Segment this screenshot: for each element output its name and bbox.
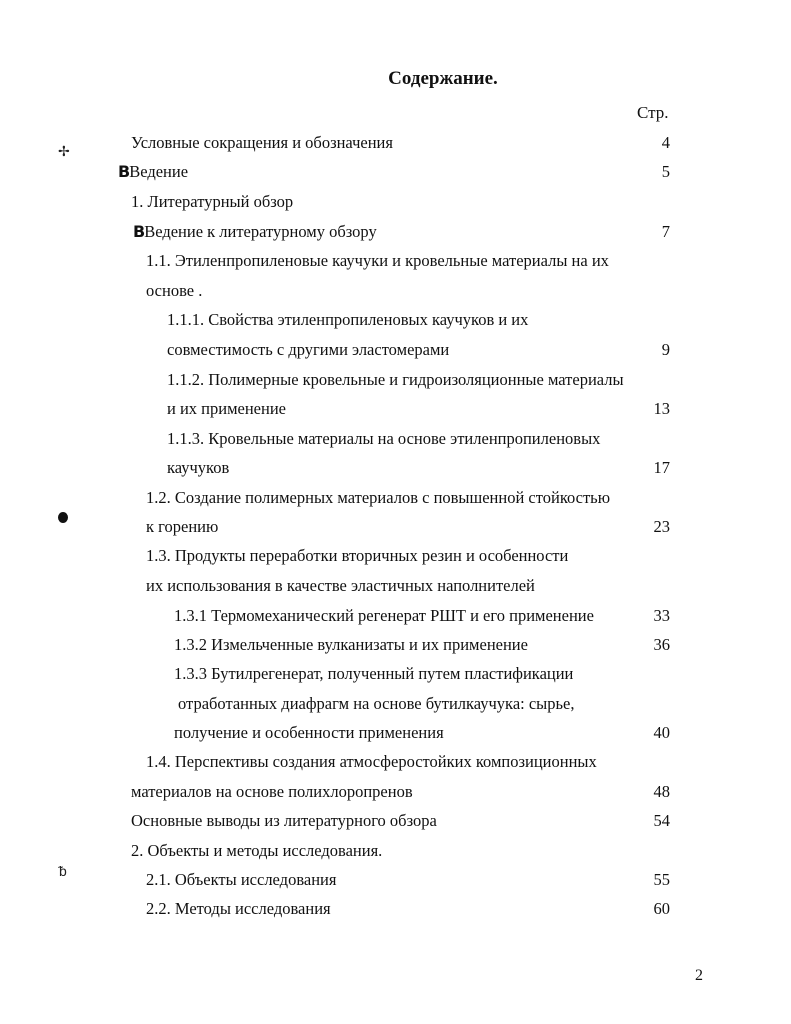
handwritten-letter: В xyxy=(133,222,145,241)
toc-entry: получение и особенности применения xyxy=(174,723,444,742)
toc-entry: ВВедение xyxy=(118,162,189,181)
toc-entry: 1.1.3. Кровельные материалы на основе этиленпропиленовых xyxy=(167,429,601,448)
margin-dot-icon xyxy=(58,512,68,523)
toc-page-number: 13 xyxy=(653,399,670,418)
toc-page-number: 48 xyxy=(653,782,670,801)
toc-page-number: 23 xyxy=(653,517,670,536)
handwritten-letter: В xyxy=(118,162,130,181)
toc-entry: Условные сокращения и обозначения xyxy=(131,133,393,152)
toc-entry: 1.3.1 Термомеханический регенерат РШТ и его применение xyxy=(174,606,594,625)
toc-page-number: 17 xyxy=(653,458,670,477)
toc-entry: 1.3. Продукты переработки вторичных резин и особенности xyxy=(146,546,569,565)
toc-entry: материалов на основе полихлоропренов xyxy=(131,782,413,801)
toc-page-number: 60 xyxy=(653,899,670,918)
toc-page-number: 33 xyxy=(653,606,670,625)
toc-entry: 1.1.1. Свойства этиленпропиленовых каучуков и их xyxy=(167,310,529,329)
toc-entry: 2.2. Методы исследования xyxy=(146,899,331,918)
toc-page-number: 55 xyxy=(653,870,670,889)
toc-page-number: 54 xyxy=(653,811,670,830)
page-title: Содержание. xyxy=(388,68,498,89)
toc-page-number: 4 xyxy=(661,133,670,152)
margin-mark-icon: ✢ xyxy=(58,144,70,160)
toc-entry: Основные выводы из литературного обзора xyxy=(131,811,437,830)
toc-entry: 1. Литературный обзор xyxy=(131,192,294,211)
toc-entry: каучуков xyxy=(167,458,230,477)
toc-entry: 1.1.2. Полимерные кровельные и гидроизоляционные материалы xyxy=(167,370,624,389)
toc-entry: 2. Объекты и методы исследования. xyxy=(131,841,383,860)
toc-entry: 1.2. Создание полимерных материалов с повышенной стойкостью xyxy=(146,488,611,507)
page-column-label: Стр. xyxy=(637,103,669,122)
toc-entry: отработанных диафрагм на основе бутилкаучука: сырье, xyxy=(178,694,575,713)
toc-page-number: 36 xyxy=(653,635,670,654)
toc-page-number: 5 xyxy=(661,162,670,181)
toc-page-number: 40 xyxy=(653,723,670,742)
toc-entry: 2.1. Объекты исследования xyxy=(146,870,337,889)
toc-page-number: 9 xyxy=(661,340,670,359)
toc-entry: основе . xyxy=(146,281,203,300)
toc-entry: совместимость с другими эластомерами xyxy=(167,340,450,359)
page-number: 2 xyxy=(695,967,703,984)
margin-mark-icon: ᵬ xyxy=(59,864,67,880)
toc-entry: 1.3.2 Измельченные вулканизаты и их применение xyxy=(174,635,528,654)
toc-entry: 1.1. Этиленпропиленовые каучуки и кровельные материалы на их xyxy=(146,251,609,270)
toc-entry: к горению xyxy=(146,517,219,536)
toc-entry: их использования в качестве эластичных наполнителей xyxy=(146,576,535,595)
toc-entry: и их применение xyxy=(167,399,286,418)
toc-entry: 1.4. Перспективы создания атмосферостойких композиционных xyxy=(146,752,597,771)
toc-entry: ВВедение к литературному обзору xyxy=(133,222,377,241)
toc-page-number: 7 xyxy=(661,222,670,241)
toc-entry: 1.3.3 Бутилрегенерат, полученный путем пластификации xyxy=(174,664,574,683)
